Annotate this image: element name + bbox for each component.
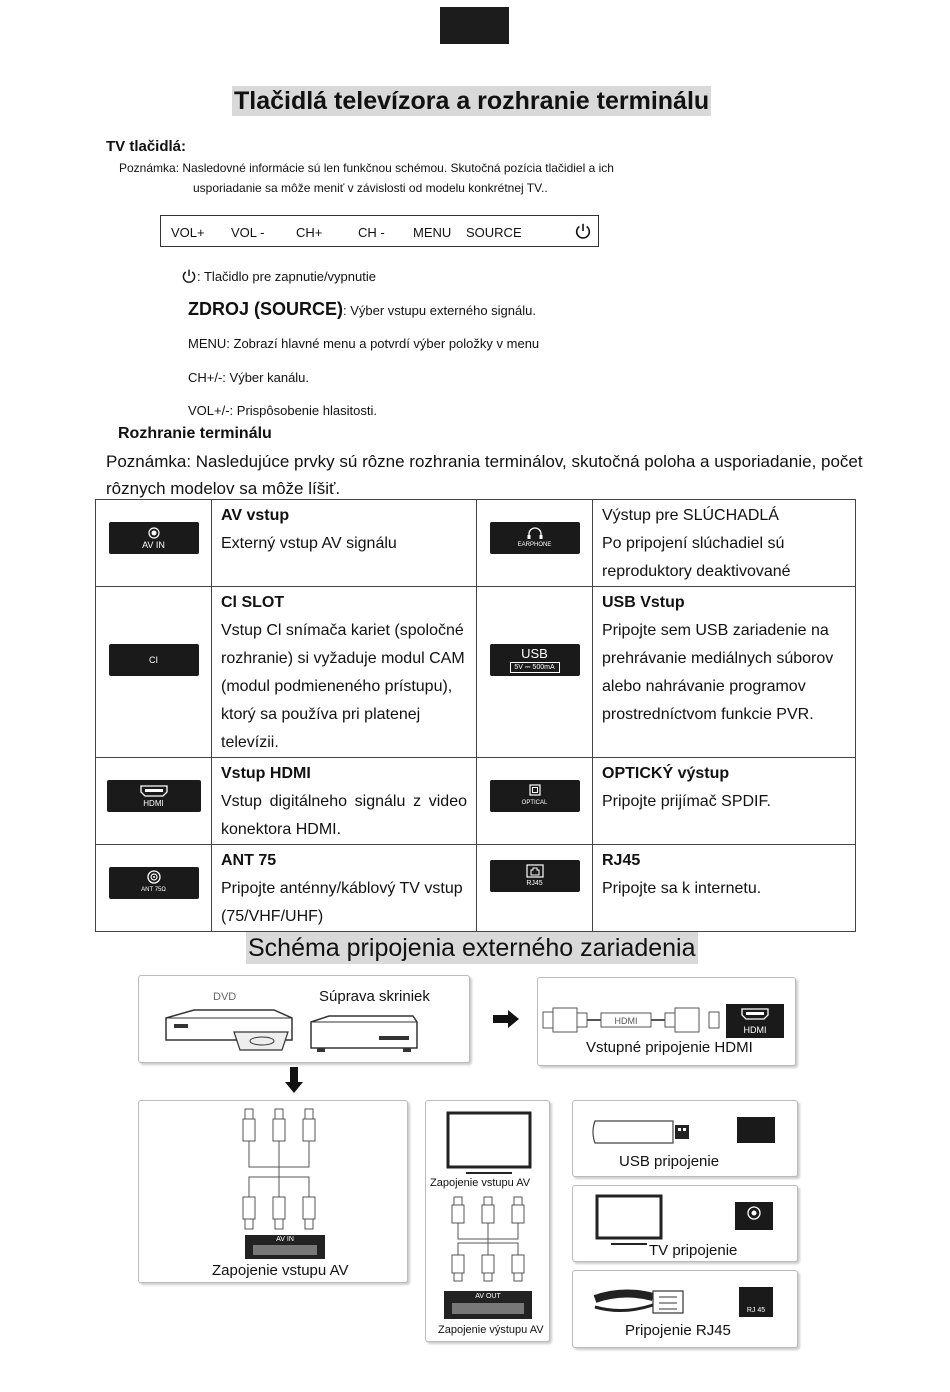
earphone-port-cell	[477, 500, 593, 587]
power-icon	[181, 268, 197, 284]
earphone-port-icon: EARPHONE	[490, 522, 580, 554]
terminal-heading: Rozhranie terminálu	[118, 425, 272, 442]
source-desc-text: : Výber vstupu externého signálu.	[343, 303, 536, 318]
ant-port-cell	[96, 845, 212, 932]
port-desc: Pripojte sa k internetu.	[602, 880, 762, 897]
usb-caption: USB pripojenie	[619, 1153, 720, 1170]
av-in-text-cell	[212, 500, 477, 587]
av-in-port-cell	[96, 500, 212, 587]
optical-port-cell	[477, 758, 593, 845]
set-top-box-icon	[309, 1014, 419, 1054]
usb-port-icon: USB 5V ⎓ 500mA	[490, 644, 580, 676]
usb-port-cell	[477, 587, 593, 758]
header-block	[440, 7, 509, 44]
port-desc: Externý vstup AV signálu	[221, 535, 397, 552]
tv-icon	[595, 1194, 663, 1246]
rj45-port-cell	[477, 845, 593, 932]
optical-port-icon: OPTICAL	[490, 780, 580, 812]
port-name: Cl SLOT	[221, 594, 285, 611]
stb-label: Súprava skriniek	[319, 988, 430, 1005]
source-button[interactable]: SOURCE	[466, 225, 522, 240]
port-name: Vstup HDMI	[221, 765, 311, 782]
source-label: ZDROJ (SOURCE)	[188, 299, 344, 319]
av-out-port-image: AV OUT	[444, 1291, 532, 1319]
vol-minus-button[interactable]: VOL -	[231, 225, 265, 240]
dvd-player-icon	[164, 1008, 294, 1054]
hdmi-text-cell	[212, 758, 477, 845]
rj45-caption: Pripojenie RJ45	[625, 1322, 731, 1339]
power-desc-text: : Tlačidlo pre zapnutie/vypnutie	[197, 269, 376, 284]
port-name: OPTICKÝ výstup	[602, 765, 730, 782]
ant-port-image	[735, 1202, 773, 1230]
ethernet-cable-icon	[593, 1285, 693, 1321]
hdmi-port-icon: HDMI	[107, 780, 201, 812]
hdmi-cable-label: HDMI	[614, 1016, 638, 1026]
tv-connection-panel	[572, 1185, 798, 1262]
hdmi-port-cell	[96, 758, 212, 845]
ch-plus-button[interactable]: CH+	[296, 225, 323, 240]
av-out-cable-icon	[448, 1195, 528, 1295]
hdmi-port-image: HDMI	[726, 1004, 784, 1038]
usb-connection-panel	[572, 1100, 798, 1177]
port-desc: Pripojte anténny/káblový TV vstup (75/VHF/UHF)	[221, 880, 463, 925]
tv-av-in-caption: Zapojenie vstupu AV	[430, 1177, 531, 1189]
menu-button[interactable]: MENU	[413, 225, 452, 240]
av-cable-icon	[239, 1107, 319, 1247]
dvd-label: DVD	[213, 991, 237, 1003]
vol-description: VOL+/-: Prispôsobenie hlasitosti.	[188, 403, 377, 418]
hdmi-connection-panel	[537, 977, 796, 1066]
rj45-connection-panel	[572, 1270, 798, 1348]
ch-minus-button[interactable]: CH -	[358, 225, 385, 240]
rj45-text-cell	[593, 845, 856, 932]
optical-text-cell	[593, 758, 856, 845]
tv-buttons-note-line1: Poznámka: Nasledovné informácie sú len funkčnou schémou. Skutočná pozícia tlačidiel a ich	[119, 161, 614, 175]
table-row	[96, 845, 856, 932]
port-name: USB Vstup	[602, 594, 685, 611]
source-description	[188, 299, 536, 320]
table-row	[96, 500, 856, 587]
table-row	[96, 587, 856, 758]
earphone-text-cell	[593, 500, 856, 587]
vol-plus-button[interactable]: VOL+	[171, 225, 205, 240]
tv-caption: TV pripojenie	[649, 1242, 738, 1259]
ch-description: CH+/-: Výber kanálu.	[188, 370, 310, 385]
arrow-right-icon	[492, 1009, 520, 1029]
table-row	[96, 758, 856, 845]
usb-text-cell	[593, 587, 856, 758]
port-desc: Pripojte prijímač SPDIF.	[602, 793, 771, 810]
av-output-panel	[425, 1100, 550, 1342]
usb-stick-icon	[591, 1117, 691, 1147]
av-in-port-icon: AV IN	[109, 522, 199, 554]
port-name: AV vstup	[221, 507, 290, 524]
port-name: Výstup pre SLÚCHADLÁ	[602, 507, 779, 524]
usb-port-image	[737, 1117, 775, 1143]
port-name: RJ45	[602, 852, 641, 869]
av-input-caption: Zapojenie vstupu AV	[212, 1262, 349, 1279]
ant-text-cell	[212, 845, 477, 932]
terminal-note: Poznámka: Nasledujúce prvky sú rôzne rozhrania terminálov, skutočná poloha a usporiadanie, počet rôznych modelov sa môže líšiť.	[106, 452, 863, 498]
port-desc: Po pripojení slúchadiel sú reproduktory deaktivované	[602, 535, 791, 580]
ant-port-icon: ANT 75Ω	[109, 867, 199, 899]
menu-description: MENU: Zobrazí hlavné menu a potvrdí výber položky v menu	[188, 336, 540, 351]
arrow-down-icon	[284, 1066, 304, 1094]
page-title: Tlačidlá televízora a rozhranie terminálu	[234, 87, 710, 115]
rj45-port-icon: RJ45	[490, 860, 580, 892]
port-name: ANT 75	[221, 852, 277, 869]
ci-text-cell	[212, 587, 477, 758]
power-icon[interactable]	[574, 222, 592, 240]
ci-slot-icon: CI	[109, 644, 199, 676]
power-description	[181, 268, 376, 284]
ci-port-cell	[96, 587, 212, 758]
schema-title: Schéma pripojenia externého zariadenia	[248, 934, 696, 962]
av-input-panel	[138, 1100, 408, 1283]
port-desc: Vstup Cl snímača kariet (spoločné rozhranie) si vyžaduje modul CAM (modul podmieneného prístupu), ktorý sa používa pri platenej televízii.	[221, 622, 465, 751]
terminal-table	[95, 499, 856, 932]
tv-buttons-heading: TV tlačidlá:	[106, 138, 187, 155]
port-desc: Vstup digitálneho signálu z video konektora HDMI.	[221, 793, 467, 838]
source-devices-panel	[138, 975, 470, 1063]
hdmi-cable-icon	[541, 1004, 721, 1034]
av-in-port-image: AV IN	[245, 1235, 325, 1259]
tv-icon	[446, 1111, 532, 1175]
hdmi-caption: Vstupné pripojenie HDMI	[586, 1039, 753, 1056]
rj45-port-image: RJ 45	[739, 1287, 773, 1317]
port-desc: Pripojte sem USB zariadenie na prehrávanie mediálnych súborov alebo nahrávanie programov prostredníctvom funkcie PVR.	[602, 622, 834, 723]
tv-button-bar	[160, 215, 599, 247]
tv-buttons-note-line2: usporiadanie sa môže meniť v závislosti od modelu konkrétnej TV..	[193, 181, 548, 195]
av-output-caption: Zapojenie výstupu AV	[438, 1324, 544, 1336]
